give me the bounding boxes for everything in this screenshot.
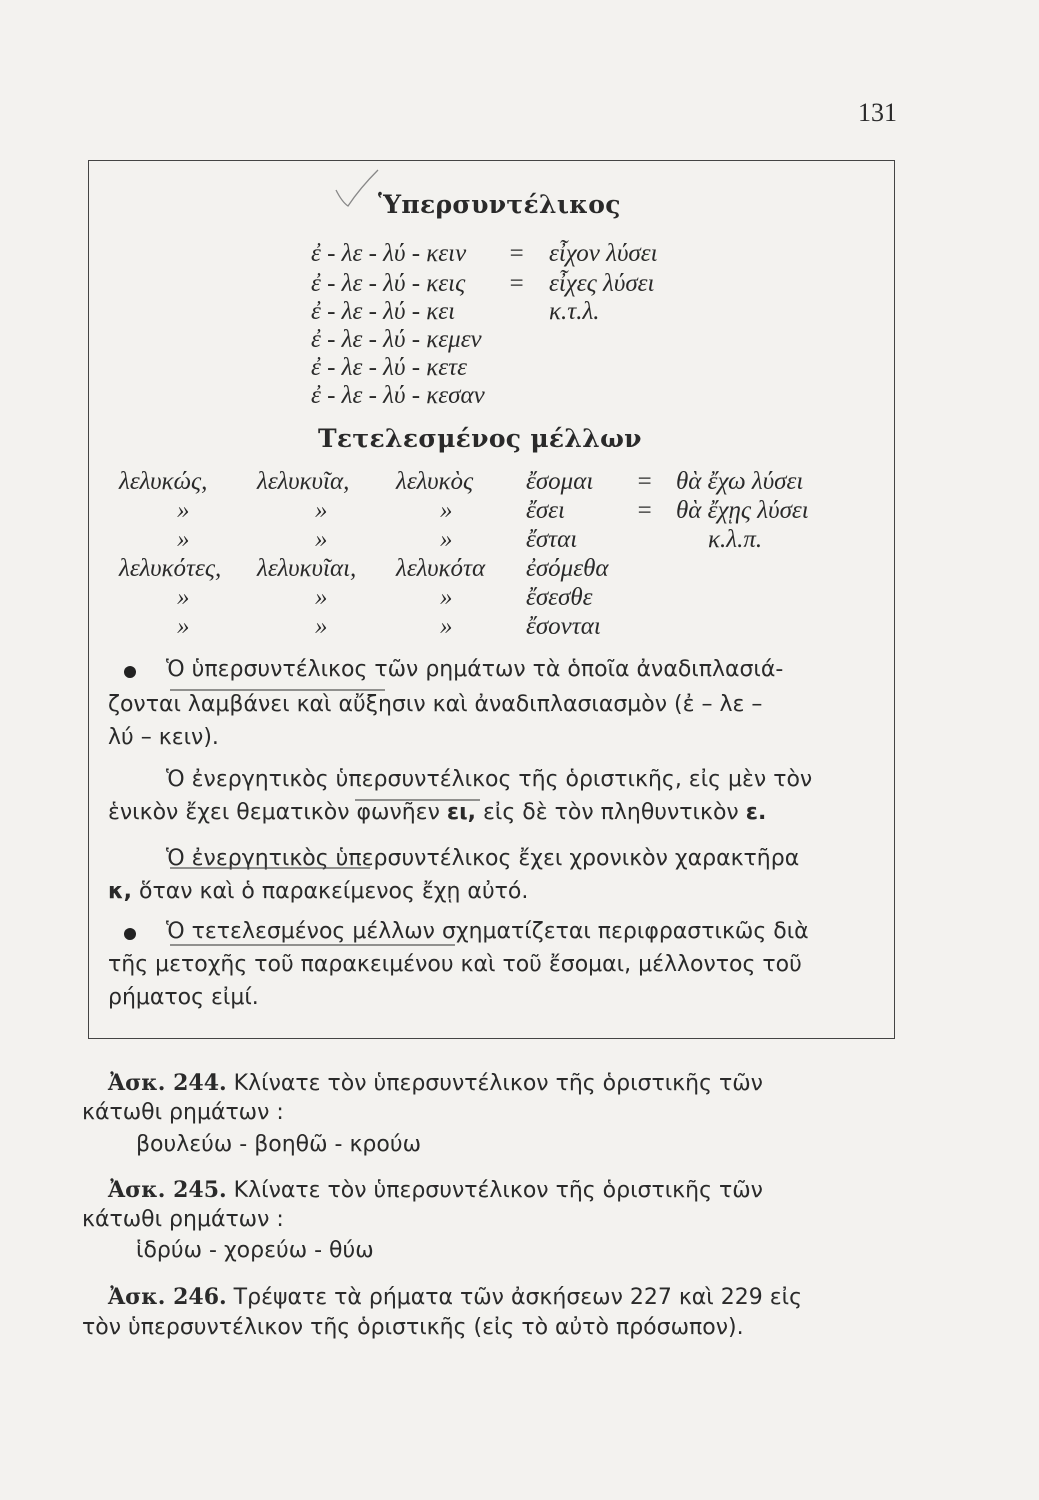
s2-c3: λελυκὸς: [396, 468, 474, 495]
s2-c2: λελυκυῖαι,: [257, 555, 357, 582]
s1-left: ἐ - λε - λύ - κει: [311, 298, 456, 325]
exercise-245-line2: κάτωθι ρημάτων :: [82, 1207, 284, 1232]
s2-c5: θὰ ἔχῃς λύσει: [676, 497, 809, 524]
s2-c2: »: [315, 497, 328, 524]
s2-c4: ἔσονται: [526, 613, 601, 640]
s2-c1: λελυκώς,: [119, 468, 208, 495]
exercise-244-label: Ἀσκ. 244.: [108, 1070, 227, 1096]
page-number: 131: [858, 98, 897, 127]
exercise-245-text: Κλίνατε τὸν ὑπερσυντέλικον τῆς ὁριστικῆς τῶν: [226, 1178, 763, 1203]
s2-c4: ἔσομαι: [526, 468, 594, 495]
exercise-244-text: Κλίνατε τὸν ὑπερσυντέλικον τῆς ὁριστικῆς τῶν: [226, 1071, 763, 1096]
s2-c4: ἐσόμεθα: [526, 555, 609, 582]
exercise-244-line2: κάτωθι ρημάτων :: [82, 1100, 284, 1125]
s1-eq: =: [508, 240, 525, 267]
note3-line1: Ὁ ἐνεργητικὸς ὑπερσυντέλικος ἔχει χρονικὸν χαρακτῆρα: [166, 846, 800, 871]
s2-c1: »: [177, 613, 190, 640]
exercise-246-label: Ἀσκ. 246.: [108, 1284, 227, 1310]
exercise-245-label: Ἀσκ. 245.: [108, 1177, 227, 1203]
s2-c2: »: [315, 526, 328, 553]
s1-right: εἶχον λύσει: [549, 240, 658, 267]
exercise-245-line1: [108, 1177, 763, 1203]
note1-line2: ζονται λαμβάνει καὶ αὔξησιν καὶ ἀναδιπλασιασμὸν (ἐ – λε –: [108, 692, 763, 717]
section1-title: Ὑπερσυντέλικος: [378, 190, 621, 219]
s2-c1: »: [177, 497, 190, 524]
s2-c1: λελυκότες,: [119, 555, 222, 582]
exercise-246-line2: τὸν ὑπερσυντέλικον τῆς ὁριστικῆς (εἰς τὸ αὐτὸ πρόσωπον).: [82, 1315, 744, 1340]
pencil-underline-2: [160, 900, 460, 960]
note2-bold-ei: ει,: [446, 800, 477, 825]
note2-text-b: εἰς δὲ τὸν πληθυντικὸν: [476, 800, 746, 825]
s1-left: ἐ - λε - λύ - κεμεν: [311, 326, 482, 353]
note4-line2: τῆς μετοχῆς τοῦ παρακειμένου καὶ τοῦ ἔσομαι, μέλλοντος τοῦ: [108, 952, 802, 977]
exercise-244-line1: [108, 1070, 763, 1096]
note4-line3: ρήματος εἰμί.: [108, 985, 259, 1010]
s2-eq: =: [636, 468, 653, 495]
note2-bold-e: ε.: [745, 800, 767, 825]
s2-c3: »: [440, 526, 453, 553]
exercise-244-verbs: βουλεύω - βοηθῶ - κρούω: [136, 1132, 422, 1157]
note4-line1: Ὁ τετελεσμένος μέλλων σχηματίζεται περιφραστικῶς διὰ: [166, 919, 809, 944]
s2-c3: λελυκότα: [396, 555, 486, 582]
note1-line3: λύ – κειν).: [108, 725, 219, 750]
s2-c5: θὰ ἔχω λύσει: [676, 468, 804, 495]
s2-c1: »: [177, 526, 190, 553]
section2-title: Τετελεσμένος μέλλων: [318, 424, 642, 453]
note3-text: ὅταν καὶ ὁ παρακείμενος ἔχῃ αὐτό.: [132, 879, 529, 904]
s1-left: ἐ - λε - λύ - κεις: [311, 270, 466, 297]
s2-c4: ἔσεσθε: [526, 584, 593, 611]
s2-eq: =: [636, 497, 653, 524]
s2-c2: λελυκυῖα,: [257, 468, 350, 495]
pencil-underlines: [160, 680, 480, 880]
s1-left: ἐ - λε - λύ - κετε: [311, 354, 467, 381]
exercise-246-line1: [108, 1284, 802, 1310]
exercise-246-text: Τρέψατε τὰ ρήματα τῶν ἀσκήσεων 227 καὶ 229 εἰς: [226, 1285, 802, 1310]
s1-right: κ.τ.λ.: [549, 298, 600, 325]
s2-c3: »: [440, 613, 453, 640]
s2-c4: ἔσται: [526, 526, 578, 553]
note2-line1: Ὁ ἐνεργητικὸς ὑπερσυντέλικος τῆς ὁριστικῆς, εἰς μὲν τὸν: [166, 767, 813, 792]
s2-c3: »: [440, 497, 453, 524]
s2-c3: »: [440, 584, 453, 611]
s1-left: ἐ - λε - λύ - κειν: [311, 240, 467, 267]
s2-c2: »: [315, 613, 328, 640]
exercise-245-verbs: ἱδρύω - χορεύω - θύω: [136, 1238, 374, 1263]
s2-c1: »: [177, 584, 190, 611]
bullet-icon: [124, 666, 136, 678]
s2-c4: ἔσει: [526, 497, 565, 524]
note3-bold-k: κ,: [108, 879, 132, 904]
s1-right: εἶχες λύσει: [549, 270, 655, 297]
bullet-icon: [124, 928, 136, 940]
s2-c2: »: [315, 584, 328, 611]
s1-eq: =: [508, 270, 525, 297]
note1-line1: Ὁ ὑπερσυντέλικος τῶν ρημάτων τὰ ὁποῖα ἀναδιπλασιά-: [166, 657, 784, 682]
pencil-check-mark: [334, 168, 380, 210]
note2-text-a: ἑνικὸν ἔχει θεματικὸν φωνῆεν: [108, 800, 447, 825]
s1-left: ἐ - λε - λύ - κεσαν: [311, 382, 485, 409]
s2-c5: κ.λ.π.: [708, 526, 763, 553]
